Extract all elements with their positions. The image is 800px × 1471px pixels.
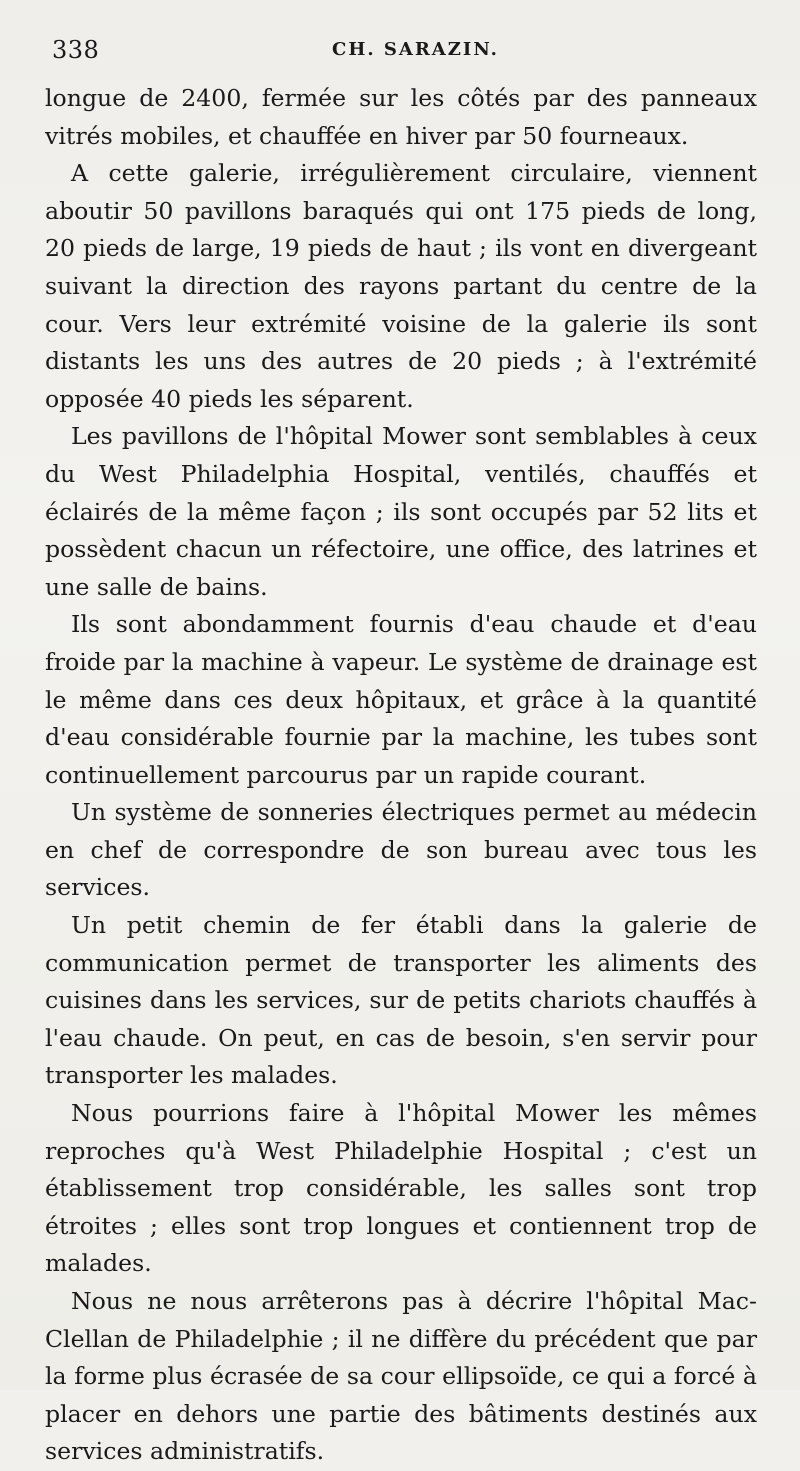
running-head: CH. SARAZIN. <box>332 39 499 60</box>
paragraph: A cette galerie, irrégulièrement circulaire, viennent aboutir 50 pavillons baraqués qui ont 175 pieds de long, 20 pieds de large, 19 pieds de haut ; ils vont en divergeant suivant la direction des rayons partant du centre de la cour. Vers leur extrémité voisine de la galerie ils sont distants les uns des autres de 20 pieds ; à l'extrémité opposée 40 pieds les séparent. <box>45 159 757 413</box>
body-text <box>45 80 757 1471</box>
paragraph: Un système de sonneries électriques permet au médecin en chef de correspondre de son bureau avec tous les services. <box>45 798 757 902</box>
paragraph: longue de 2400, fermée sur les côtés par des panneaux vitrés mobiles, et chauffée en hiver par 50 fourneaux. <box>45 84 757 150</box>
page-number: 338 <box>52 36 100 64</box>
paragraph: Ils sont abondamment fournis d'eau chaude et d'eau froide par la machine à vapeur. Le système de drainage est le même dans ces deux hôpitaux, et grâce à la quantité d'eau considérable fournie par la machine, les tubes sont continuellement parcourus par un rapide courant. <box>45 610 757 789</box>
paragraph: Les pavillons de l'hôpital Mower sont semblables à ceux du West Philadelphia Hospital, ventilés, chauffés et éclairés de la même façon ; ils sont occupés par 52 lits et possèdent chacun un réfectoire, une office, des latrines et une salle de bains. <box>45 422 757 601</box>
paragraph: Nous pourrions faire à l'hôpital Mower les mêmes reproches qu'à West Philadelphie Hospital ; c'est un établissement trop considérable, les salles sont trop étroites ; elles sont trop longues et contiennent trop de malades. <box>45 1099 757 1278</box>
page-header <box>52 36 760 66</box>
paragraph: Un petit chemin de fer établi dans la galerie de communication permet de transporter les aliments des cuisines dans les services, sur de petits chariots chauffés à l'eau chaude. On peut, en cas de besoin, s'en servir pour transporter les malades. <box>45 911 757 1090</box>
paragraph: Nous ne nous arrêterons pas à décrire l'hôpital Mac-Clellan de Philadelphie ; il ne diffère du précédent que par la forme plus écrasée de sa cour ellipsoïde, ce qui a forcé à placer en dehors une partie des bâtiments destinés aux services administratifs. <box>45 1287 757 1466</box>
